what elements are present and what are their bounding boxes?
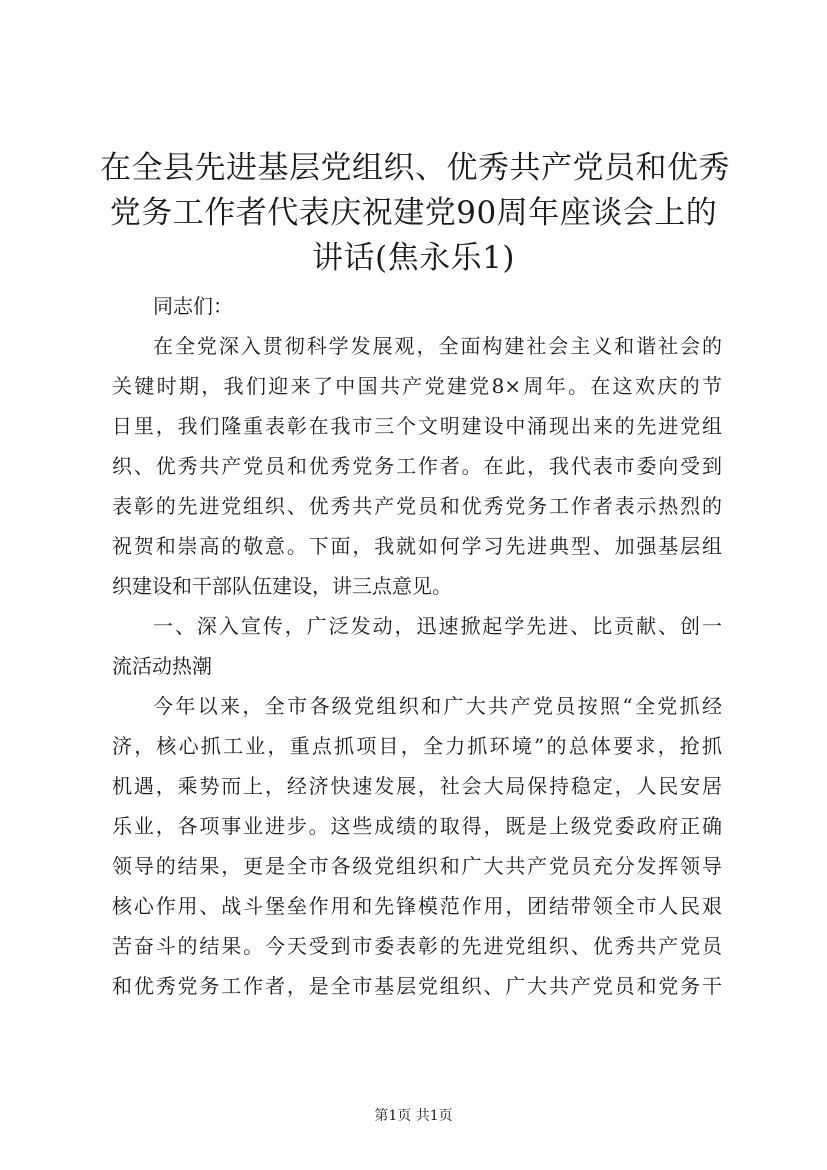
text-line: 今年以来，全市各级党组织和广大共产党员按照“全党抓经 bbox=[153, 694, 722, 718]
text-line: 一、深入宣传，广泛发动，迅速掀起学先进、比贡献、创一 bbox=[153, 614, 722, 638]
text-line: 机遇，乘势而上，经济快速发展，社会大局保持稳定，人民安居 bbox=[112, 774, 722, 798]
text-line: 领导的结果，更是全市各级党组织和广大共产党员充分发挥领导 bbox=[112, 854, 722, 878]
text-line: 流活动热潮 bbox=[112, 654, 212, 678]
text-line: 关键时期，我们迎来了中国共产党建党8×周年。在这欢庆的节 bbox=[112, 374, 722, 398]
text-line: 织、优秀共产党员和优秀党务工作者。在此，我代表市委向受到 bbox=[112, 454, 722, 478]
text-line: 乐业，各项事业进步。这些成绩的取得，既是上级党委政府正确 bbox=[112, 814, 722, 838]
text-line: 和优秀党务工作者，是全市基层党组织、广大共产党员和党务干 bbox=[112, 974, 722, 998]
text-line: 织建设和干部队伍建设，讲三点意见。 bbox=[112, 574, 452, 598]
paragraph-intro bbox=[112, 326, 722, 606]
text-line: 在全党深入贯彻科学发展观，全面构建社会主义和谐社会的 bbox=[153, 334, 722, 358]
page-footer: 第1页 共1页 bbox=[374, 1108, 453, 1124]
text-line: 祝贺和崇高的敬意。下面，我就如何学习先进典型、加强基层组 bbox=[112, 534, 722, 558]
document-body bbox=[112, 286, 722, 1006]
section-heading-1 bbox=[112, 606, 722, 686]
text-line: 济，核心抓工业，重点抓项目，全力抓环境”的总体要求，抢抓 bbox=[112, 734, 722, 758]
text-line: 日里，我们隆重表彰在我市三个文明建设中涌现出来的先进党组 bbox=[112, 414, 722, 438]
title-line: 党务工作者代表庆祝建党90周年座谈会上的 bbox=[109, 195, 718, 231]
paragraph-achievements bbox=[112, 686, 722, 1006]
text-line: 苦奋斗的结果。今天受到市委表彰的先进党组织、优秀共产党员 bbox=[112, 934, 722, 958]
title-line: 在全县先进基层党组织、优秀共产党员和优秀 bbox=[100, 150, 730, 186]
text-line: 表彰的先进党组织、优秀共产党员和优秀党务工作者表示热烈的 bbox=[112, 494, 722, 518]
greeting: 同志们： bbox=[153, 294, 233, 318]
title-line: 讲话(焦永乐1) bbox=[312, 240, 515, 276]
document-title bbox=[100, 146, 730, 281]
text-line: 核心作用、战斗堡垒作用和先锋模范作用，团结带领全市人民艰 bbox=[112, 894, 722, 918]
